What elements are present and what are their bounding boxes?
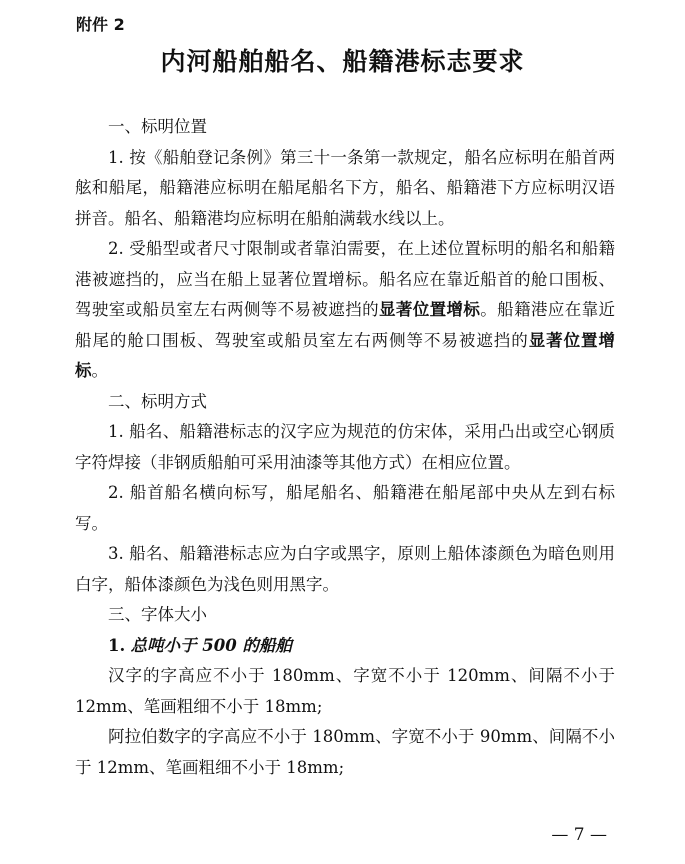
paragraph-text: 。船籍港应在靠近船尾的舱口围板、驾驶室或船员室左右两侧等不易被遮挡的 [75,300,616,350]
emphasis-text: 显著位置增标 [378,300,481,319]
document-title: 内河船舶船名、船籍港标志要求 [160,47,525,76]
paragraph-font-size-1: 汉字的字高应不小于 180mm、字宽不小于 120mm、间隔不小于 12mm、笔画粗细不小于 18mm; [75,666,615,716]
paragraph-method-2: 2. 船首船名横向标写，船尾船名、船籍港在船尾部中央从左到右标写。 [75,483,615,533]
subheading-title: 总吨小于 500 的船舶 [130,635,292,655]
paragraph-method-3: 3. 船名、船籍港标志应为白字或黑字，原则上船体漆颜色为暗色则用白字，船体漆颜色为浅色则用黑字。 [75,544,615,594]
paragraph-method-1: 1. 船名、船籍港标志的汉字应为规范的仿宋体，采用凸出或空心钢质字符焊接（非钢质船舶可采用油漆等其他方式）在相应位置。 [75,422,615,472]
paragraph-position-2 [75,234,615,387]
paragraph-text: 。 [91,361,108,380]
attachment-label: 附件 2 [76,15,125,34]
document-body [75,112,615,783]
subheading-tonnage [75,631,615,662]
page-number: — 7 — [551,825,607,845]
paragraph-text: 2. 受船型或者尺寸限制或者靠泊需要，在上述位置标明的船名和船籍港被遮挡的，应当在船上显著位置增标。船名应在靠近船首的舱口围板、驾驶室或船员室左右两侧等不易被遮挡的 [75,239,615,319]
section-heading-position: 一、标明位置 [108,117,207,136]
section-heading-font-size: 三、字体大小 [108,605,207,624]
paragraph-font-size-2: 阿拉伯数字的字高应不小于 180mm、字宽不小于 90mm、间隔不小于 12mm、笔画粗细不小于 18mm; [75,727,615,777]
paragraph-position-1: 1. 按《船舶登记条例》第三十一条第一款规定，船名应标明在船首两舷和船尾，船籍港应标明在船尾船名下方，船名、船籍港下方应标明汉语拼音。船名、船籍港均应标明在船舶满载水线以上。 [75,147,615,228]
section-heading-method: 二、标明方式 [108,391,207,411]
emphasis-text: 显著位置增标 [75,330,616,380]
subheading-number: 1. [108,635,126,655]
